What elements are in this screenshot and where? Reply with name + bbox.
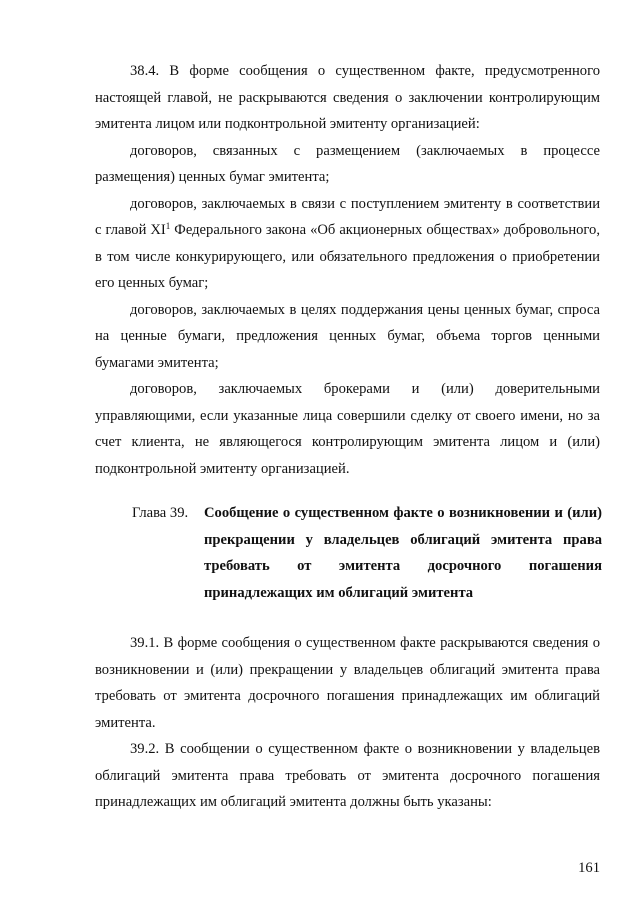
paragraph-price-support-contracts: договоров, заключаемых в целях поддержания цены ценных бумаг, спроса на ценные бумаги, предложения ценных бумаг, объема торгов ценными бумагами эмитента; [95, 301, 600, 371]
paragraph-placement-contracts: договоров, связанных с размещением (заключаемых в процессе размещения) ценных бумаг эмитента; [95, 142, 600, 185]
paragraph-offer-contracts-start: договоров, заключаемых в связи с поступлением эмитенту в соответствии с главой XI [95, 195, 600, 238]
paragraph-39-1: 39.1. В форме сообщения о существенном факте раскрываются сведения о возникновении и (или) прекращении у владельцев облигаций эмитента права требовать от эмитента досрочного погашения принадлежащих им облигаций эмитента. [95, 635, 600, 731]
paragraph-offer-contracts [95, 191, 600, 297]
footnote-marker: 1 [165, 221, 171, 231]
chapter-heading [132, 500, 602, 606]
paragraph-39-2: 39.2. В сообщении о существенном факте о возникновении у владельцев облигаций эмитента права требовать от эмитента досрочного погашения принадлежащих им облигаций эмитента должны быть указаны: [95, 741, 600, 810]
chapter-title: Сообщение о существенном факте о возникновении и (или) прекращении у владельцев облигаций эмитента права требовать от эмитента досрочного погашения принадлежащих им облигаций эмитента [204, 505, 602, 601]
paragraph-38-4: 38.4. В форме сообщения о существенном факте, предусмотренного настоящей главой, не раскрываются сведения о заключении контролирующим эмитента лицом или подконтрольной эмитенту организацией: [95, 63, 600, 132]
paragraph-offer-contracts-end: Федерального закона «Об акционерных обществах» добровольного, в том числе конкурирующего, или обязательного предложения о приобретении его ценных бумаг; [95, 222, 600, 291]
page-number: 161 [578, 860, 600, 876]
paragraph-broker-contracts: договоров, заключаемых брокерами и (или) доверительными управляющими, если указанные лица совершили сделку от своего имени, но за счет клиента, не являющегося контролирующим эмитента лицом и (или) подконтрольной эмитенту организацией. [95, 381, 600, 477]
section-39 [95, 630, 600, 816]
chapter-number: Глава 39. [132, 505, 189, 521]
section-38-4 [95, 58, 600, 482]
